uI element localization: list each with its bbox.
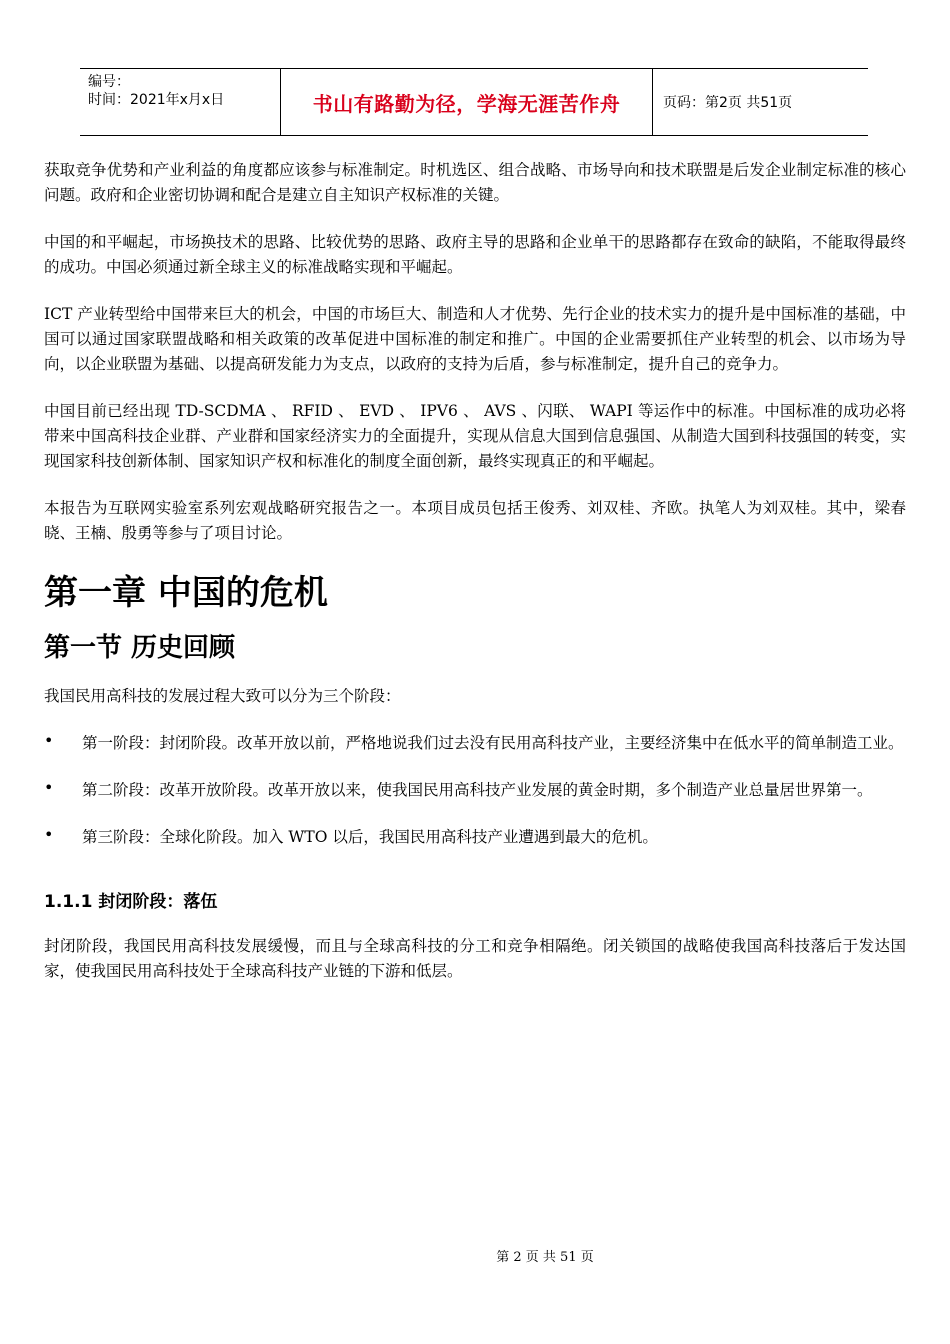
bullet-text: 第二阶段：改革开放阶段。改革开放以来，使我国民用高科技产业发展的黄金时期，多个制造产业总量居世界第一。 <box>82 781 873 799</box>
chapter-title: 第一章 中国的危机 <box>44 573 328 613</box>
list-item <box>44 825 906 850</box>
bullet-text: 第三阶段：全球化阶段。加入 WTO 以后，我国民用高科技产业遭遇到最大的危机。 <box>82 828 658 846</box>
bullet-icon: • <box>44 778 54 797</box>
paragraph-ict-opportunity: ICT 产业转型给中国带来巨大的机会，中国的市场巨大、制造和人才优势、先行企业的技术实力的提升是中国标准的基础，中国可以通过国家联盟战略和相关政策的改革促进中国标准的制定和推广。中国的企业需要抓住产业转型的机会、以市场为导向，以企业联盟为基础、以提高研发能力为支点，以政府的支持为后盾，参与标准制定，提升自己的竞争力。 <box>44 305 906 373</box>
header-time-label: 时间：2021年x月x日 <box>88 92 225 108</box>
section-title: 第一节 历史回顾 <box>44 633 236 663</box>
header-motto-cell <box>280 69 653 135</box>
page-footer: 第 2 页 共 51 页 <box>496 1250 594 1265</box>
subsection-title: 1.1.1 封闭阶段：落伍 <box>44 892 218 912</box>
list-item <box>44 778 906 803</box>
paragraph-report-credits: 本报告为互联网实验室系列宏观战略研究报告之一。本项目成员包括王俊秀、刘双桂、齐欧。执笔人为刘双桂。其中，梁春晓、王楠、殷勇等参与了项目讨论。 <box>44 499 906 542</box>
document-body <box>44 158 906 984</box>
bullet-text: 第一阶段：封闭阶段。改革开放以前，严格地说我们过去没有民用高科技产业，主要经济集中在低水平的简单制造工业。 <box>82 734 904 752</box>
header-motto: 书山有路勤为径，学海无涯苦作舟 <box>312 91 621 116</box>
header-left-cell <box>80 69 280 135</box>
bullet-icon: • <box>44 731 54 750</box>
header-number-label: 编号： <box>88 74 130 90</box>
page-header-table <box>80 68 868 136</box>
header-page-info: 页码：第2页 共51页 <box>663 95 793 111</box>
paragraph-closed-stage: 封闭阶段，我国民用高科技发展缓慢，而且与全球高科技的分工和竞争相隔绝。闭关锁国的战略使我国高科技落后于发达国家，使我国民用高科技处于全球高科技产业链的下游和低层。 <box>44 937 906 980</box>
paragraph-china-standards: 中国目前已经出现 TD-SCDMA 、 RFID 、 EVD 、 IPV6 、 AVS 、闪联、 WAPI 等运作中的标准。中国标准的成功必将带来中国高科技企业群、产业群和国家经济实力的全面提升，实现从信息大国到信息强国、从制造大国到科技强国的转变，实现国家科技创新体制、国家知识产权和标准化的制度全面创新，最终实现真正的和平崛起。 <box>44 402 906 470</box>
paragraph-standards-strategy: 获取竞争优势和产业利益的角度都应该参与标准制定。时机选区、组合战略、市场导向和技术联盟是后发企业制定标准的核心问题。政府和企业密切协调和配合是建立自主知识产权标准的关键。 <box>44 161 906 204</box>
list-item <box>44 731 906 756</box>
paragraph-peaceful-rise: 中国的和平崛起，市场换技术的思路、比较优势的思路、政府主导的思路和企业单干的思路都存在致命的缺陷，不能取得最终的成功。中国必须通过新全球主义的标准战略实现和平崛起。 <box>44 233 906 276</box>
bullet-icon: • <box>44 825 54 844</box>
paragraph-intro: 我国民用高科技的发展过程大致可以分为三个阶段： <box>44 687 401 705</box>
